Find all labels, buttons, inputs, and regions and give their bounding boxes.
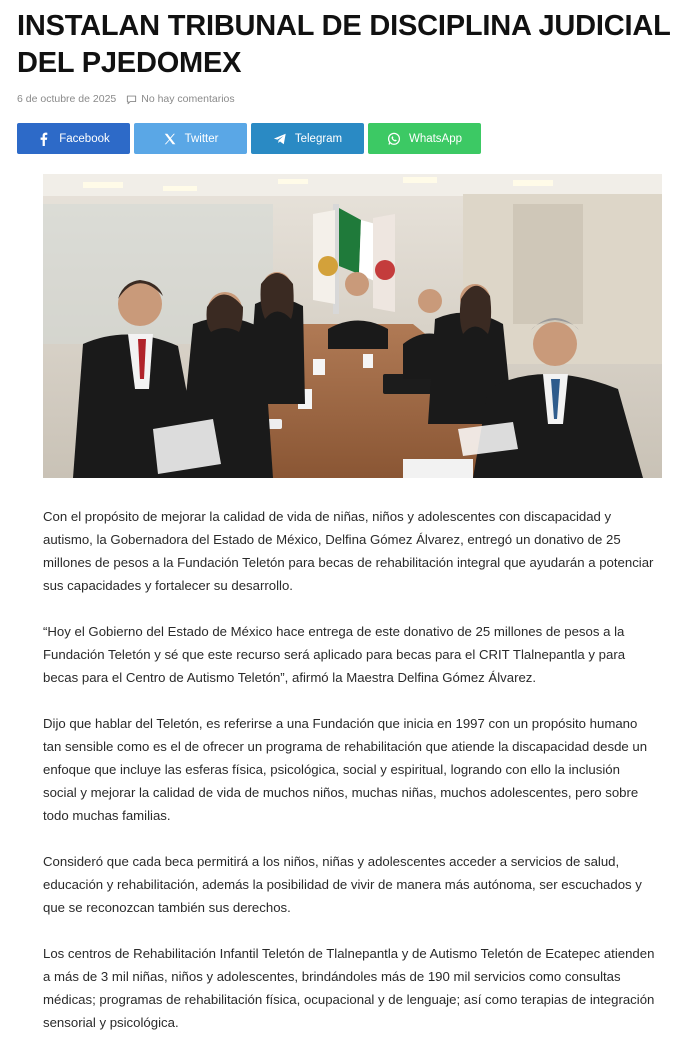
x-icon [163, 132, 177, 146]
comment-icon [126, 94, 137, 105]
article-paragraph: Consideró que cada beca permitirá a los niños, niñas y adolescentes acceder a servicios de salud, educación y rehabilitación, además la posibilidad de vivir de manera más autónoma, ser escuchados y que se reconozcan también sus derechos. [43, 854, 642, 915]
share-facebook-label: Facebook [59, 132, 110, 145]
share-twitter-label: Twitter [184, 132, 219, 145]
comments-link[interactable] [126, 93, 234, 105]
article-paragraph: Con el propósito de mejorar la calidad de vida de niñas, niños y adolescentes con discapacidad y autismo, la Gobernadora del Estado de México, Delfina Gómez Álvarez, entregó un donativo de 25 millones de pesos a la Fundación Teletón para becas de rehabilitación integral que ayudarán a potenciar sus capacidades y fortalecer su desarrollo. [43, 509, 654, 593]
whatsapp-icon [387, 132, 401, 146]
share-whatsapp-button[interactable] [368, 123, 481, 154]
article-paragraph: “Hoy el Gobierno del Estado de México hace entrega de este donativo de 25 millones de pesos a la Fundación Teletón y sé que este recurso será aplicado para becas para el CRIT Tlalnepantla y para becas para el Centro de Autismo Teletón”, afirmó la Maestra Delfina Gómez Álvarez. [43, 624, 626, 685]
share-facebook-button[interactable] [17, 123, 130, 154]
share-bar [17, 123, 481, 154]
article-paragraph: Dijo que hablar del Teletón, es referirse a una Fundación que inicia en 1997 con un propósito humano tan sensible como es el de ofrecer un programa de rehabilitación que atiende la discapacidad desde un enfoque que incluye las esferas física, psicológica, social y espiritual, logrando con ello la inclusión social y mejorar la calidad de vida de muchos niños, muchas niñas, muchos adolescentes, pero sobre todo muchas familias. [43, 716, 648, 823]
meeting-photo-illustration [43, 174, 662, 478]
share-telegram-button[interactable] [251, 123, 364, 154]
share-whatsapp-label: WhatsApp [408, 132, 463, 145]
share-twitter-button[interactable] [134, 123, 247, 154]
telegram-icon [273, 132, 287, 146]
facebook-icon [37, 132, 51, 146]
comments-label: No hay comentarios [141, 93, 235, 105]
article-body [43, 505, 655, 1057]
article-title: INSTALAN TRIBUNAL DE DISCIPLINA JUDICIAL DEL PJEDOMEX [17, 10, 671, 79]
article-meta [17, 93, 235, 105]
article-paragraph: Los centros de Rehabilitación Infantil Teletón de Tlalnepantla y de Autismo Teletón de Ecatepec atienden a más de 3 mil niñas, niños y adolescentes, brindándoles más de 190 mil servicios como consultas médicas; programas de rehabilitación física, ocupacional y de lenguaje; así como terapias de integración sensorial y psicológica. [43, 946, 655, 1030]
article-photo [43, 174, 662, 478]
article-date: 6 de octubre de 2025 [17, 93, 117, 105]
share-telegram-label: Telegram [294, 132, 343, 145]
